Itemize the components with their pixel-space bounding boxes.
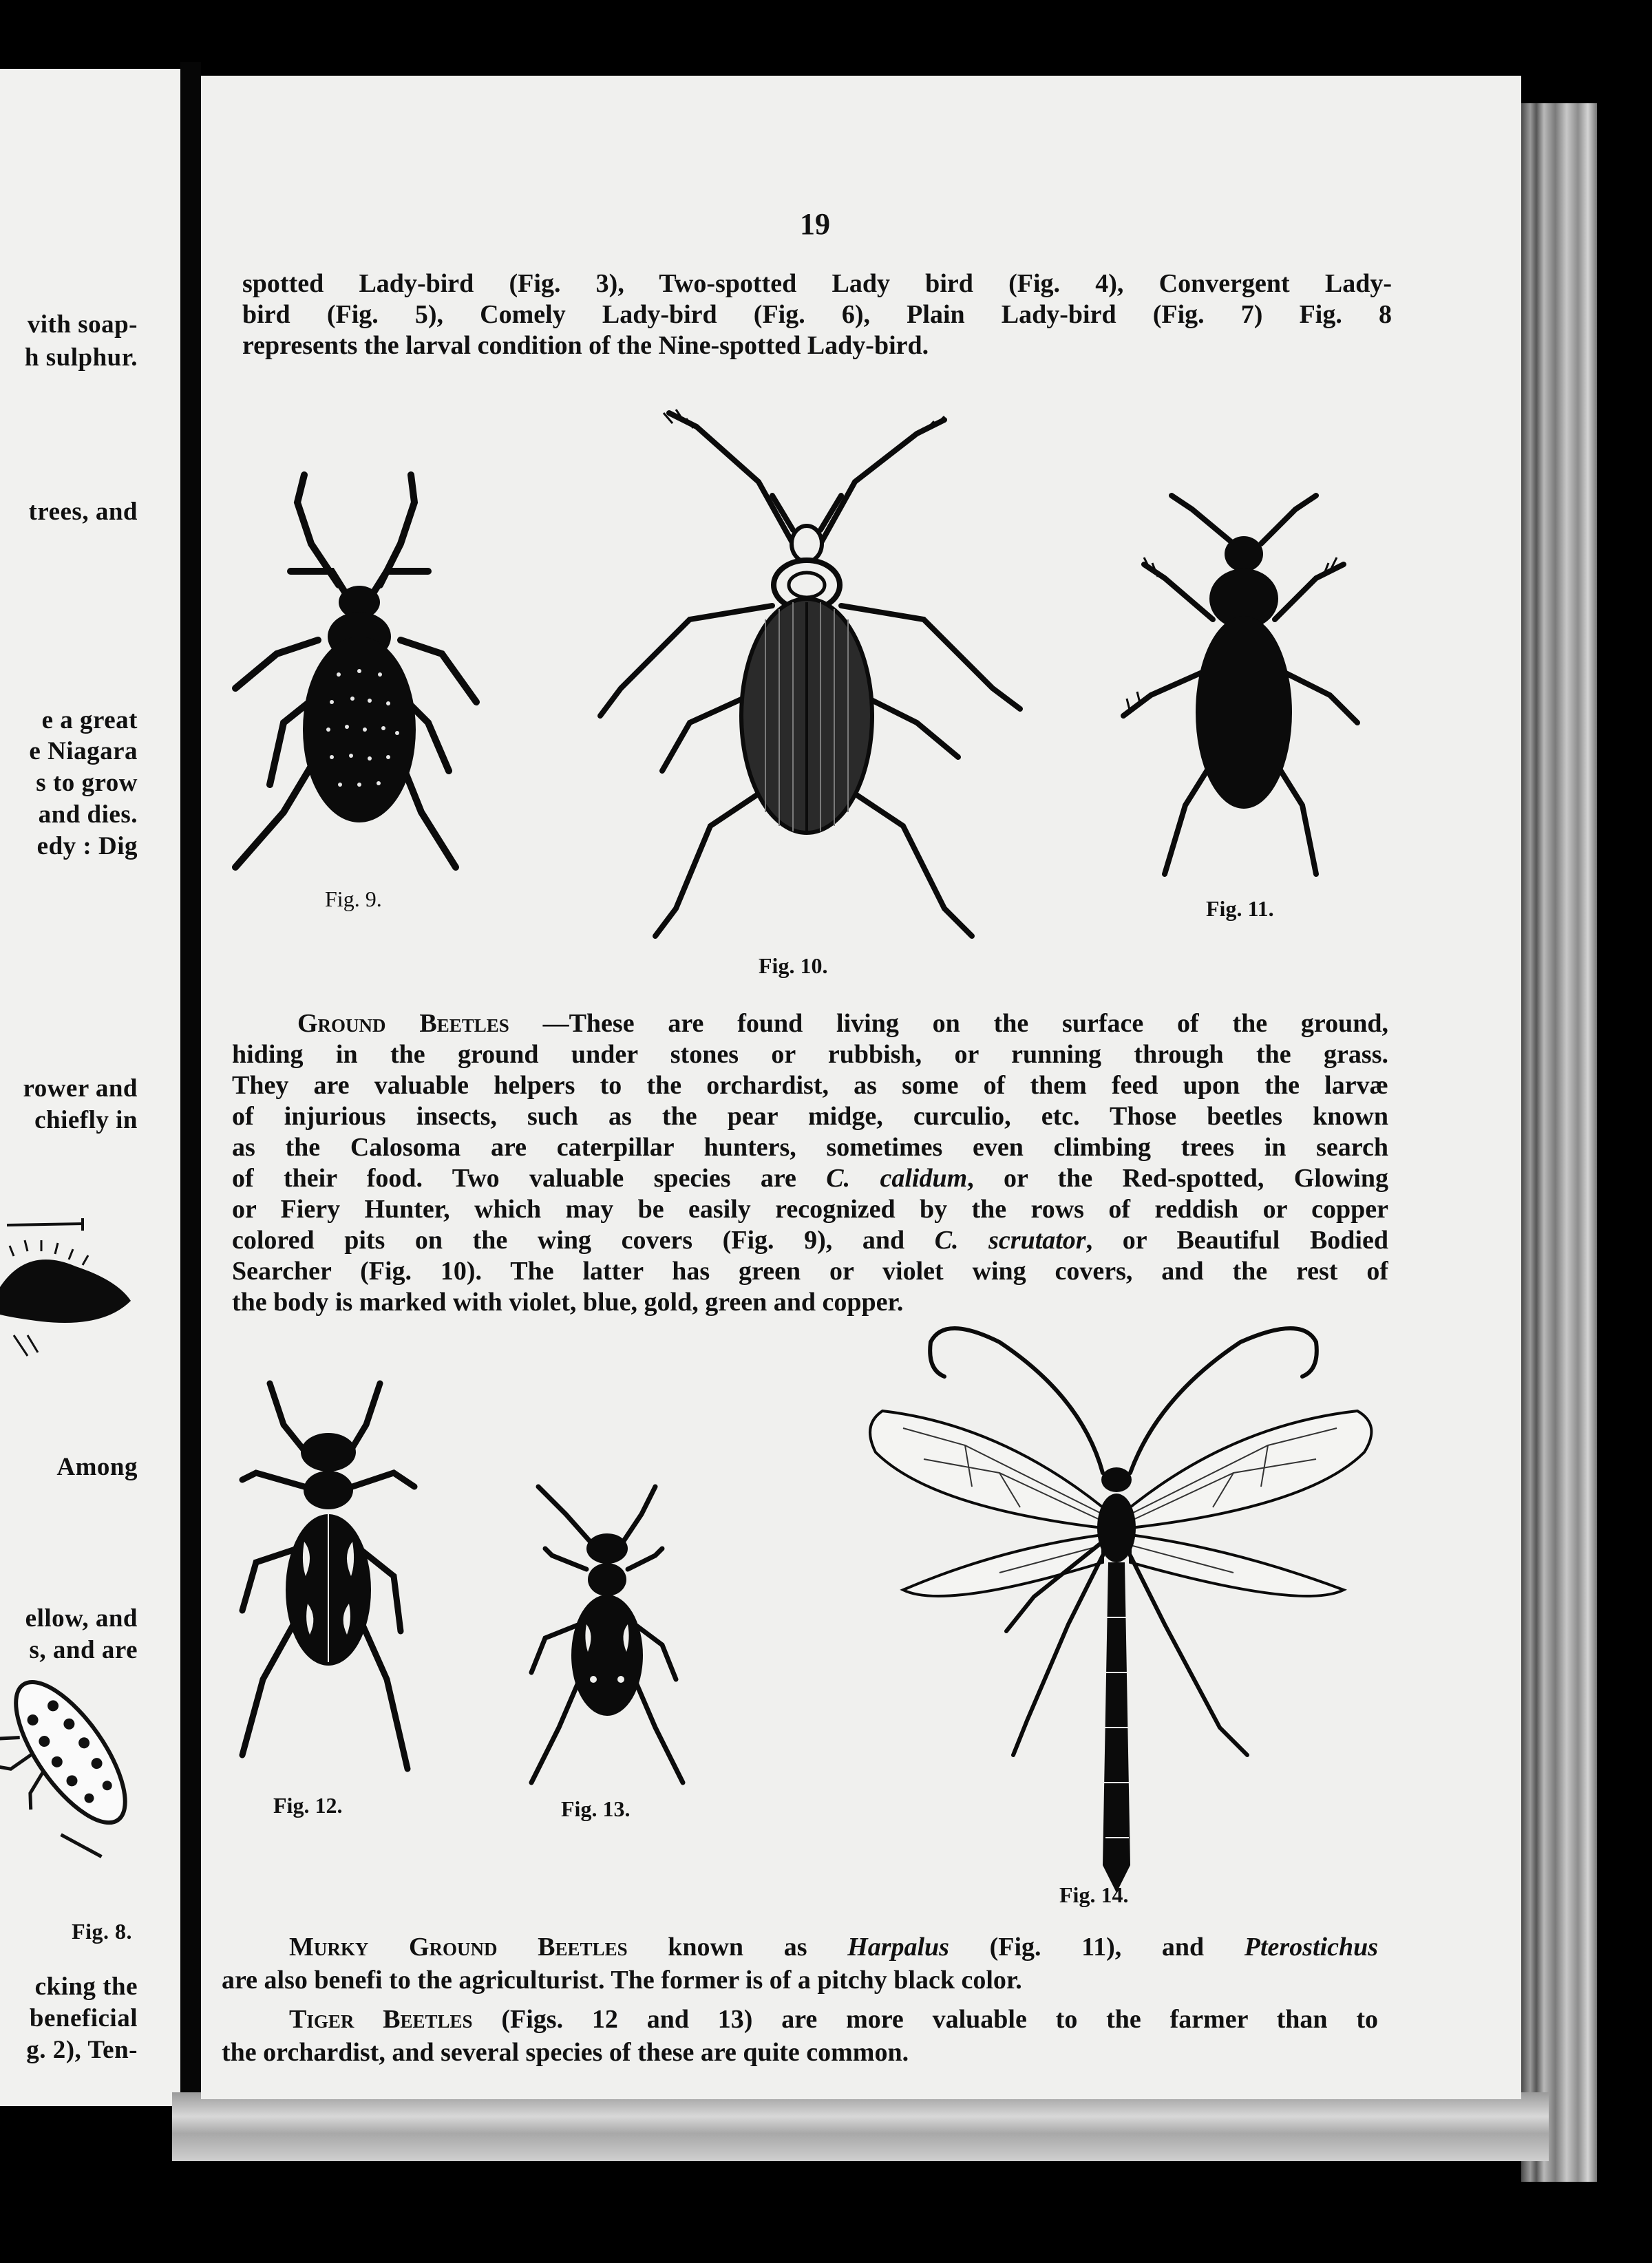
text-run: known as [627,1933,848,1962]
left-page-fragment: rower and [23,1074,138,1103]
fig-8-caption: Fig. 8. [72,1919,132,1944]
page-number: 19 [800,207,830,241]
species-name: C. calidum [826,1164,968,1193]
fig-13-tiger-beetle-illustration [518,1480,697,1796]
text-run: —These are found living on the surface of the ground, [509,1009,1388,1038]
ground-beetles-paragraph [232,1008,1388,1318]
previous-page-edge [0,69,180,2106]
tiger-beetles-paragraph [222,2003,1378,2069]
book-bottom-edge [172,2092,1549,2161]
fig-8-ladybird-larva-illustration [0,1652,138,1879]
text-line: the orchardist, and several species of these are quite common. [222,2038,909,2067]
left-page-fragment: beneficial [29,2004,138,2032]
text-line: or Fiery Hunter, which may be easily recognized by the rows of reddish or copper [232,1195,1388,1224]
text-line: spotted Lady-bird (Fig. 3), Two-spotted Lady bird (Fig. 4), Convergent Lady- [242,269,1392,298]
fig-13-caption: Fig. 13. [561,1796,631,1821]
text-run: of their food. Two valuable species are [232,1164,827,1193]
left-page-fragment: e Niagara [29,737,138,765]
text-run: colored pits on the wing covers (Fig. 9), and [232,1226,935,1255]
text-run: , or Beautiful Bodied [1086,1226,1388,1255]
text-run: (Fig. 11), and [949,1933,1245,1962]
genus-name: Pterostichus [1244,1933,1378,1962]
text-line [232,1163,1388,1194]
left-page-fragment: h sulphur. [24,343,138,372]
fig-9-caption: Fig. 9. [325,886,382,911]
fig-11-caption: Fig. 11. [1206,896,1274,921]
text-line [232,1008,1388,1039]
book-page [201,76,1521,2099]
fig-10-caption: Fig. 10. [759,953,828,978]
left-page-fragment: Among [56,1453,138,1481]
book-gutter [180,62,201,2120]
text-line: They are valuable helpers to the orchardist, as some of them feed upon the larvæ [232,1071,1388,1100]
fig-14-ichneumon-fly-illustration [862,1301,1385,1893]
fig-11-harpalus-illustration [1110,461,1371,888]
left-page-fragment: ellow, and [25,1604,138,1633]
intro-paragraph [242,268,1392,361]
text-line: the body is marked with violet, blue, gold, green and copper. [232,1288,904,1317]
text-line: hiding in the ground under stones or rubbish, or running through the grass. [232,1040,1388,1069]
text-run: , or the Red-spotted, Glowing [967,1164,1388,1193]
left-page-fragment: vith soap- [27,310,138,339]
left-page-fragment: g. 2), Ten- [26,2036,138,2064]
ground-beetles-heading: Ground Beetles [297,1009,509,1038]
text-line: represents the larval condition of the Nine-spotted Lady-bird. [242,331,929,360]
murky-ground-beetles-paragraph [222,1931,1378,1997]
species-name: C. scrutator [934,1226,1086,1255]
tiger-beetles-heading: Tiger Beetles [289,2005,473,2034]
text-line: Searcher (Fig. 10). The latter has green or violet wing covers, and the rest of [232,1257,1388,1286]
left-page-fragment: chiefly in [34,1106,138,1134]
text-run: (Figs. 12 and 13) are more valuable to the farmer than to [472,2005,1378,2034]
text-line: are also benefi to the agriculturist. The former is of a pitchy black color. [222,1966,1022,1995]
fig-14-caption: Fig. 14. [1059,1882,1129,1907]
left-page-fragment: trees, and [28,498,138,526]
text-line: of injurious insects, such as the pear midge, curculio, etc. Those beetles known [232,1102,1388,1131]
larva-illustration-fragment [0,1198,138,1377]
text-line [232,1225,1388,1256]
book-page-stack-edge [1521,103,1597,2182]
left-page-fragment: edy : Dig [36,832,138,860]
murky-ground-beetles-heading: Murky Ground Beetles [289,1933,628,1962]
text-line: bird (Fig. 5), Comely Lady-bird (Fig. 6), Plain Lady-bird (Fig. 7) Fig. 8 [242,300,1392,329]
left-page-fragment: s to grow [36,769,138,797]
left-page-fragment: s, and are [29,1636,138,1664]
text-line [222,2003,1378,2036]
fig-10-calosoma-scrutator-illustration [586,399,1034,950]
left-page-fragment: e a great [41,706,138,734]
fig-12-caption: Fig. 12. [273,1793,343,1818]
left-page-fragment: cking the [34,1973,138,2001]
fig-12-tiger-beetle-illustration [229,1370,428,1796]
left-page-fragment: and dies. [38,800,138,829]
text-line [222,1931,1378,1964]
text-line: as the Calosoma are caterpillar hunters, sometimes even climbing trees in search [232,1133,1388,1162]
fig-9-calosoma-calidum-illustration [229,427,490,881]
genus-name: Harpalus [847,1933,949,1962]
